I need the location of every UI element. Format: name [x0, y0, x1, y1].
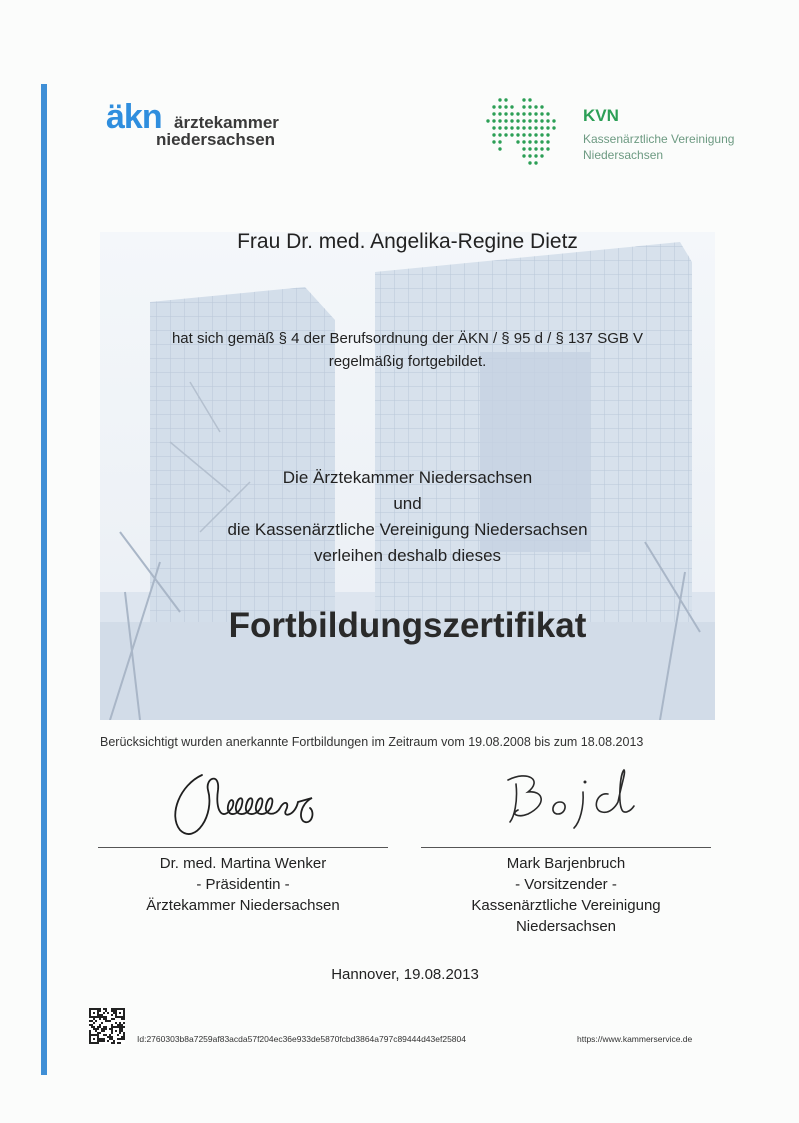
- place-date: Hannover, 19.08.2013: [331, 966, 479, 983]
- aekn-logo-mark: äkn: [106, 98, 162, 136]
- awarding-line1: Die Ärztekammer Niedersachsen: [282, 468, 533, 487]
- kvn-logo-line2: Niedersachsen: [583, 148, 664, 162]
- signatory-left: [98, 853, 388, 916]
- aekn-logo-line2: niedersachsen: [156, 130, 276, 149]
- aekn-logo: [106, 100, 336, 160]
- signature-wenker: [160, 760, 340, 840]
- signatory-left-name: Dr. med. Martina Wenker: [159, 855, 327, 872]
- aekn-logo-line1: ärztekammer: [174, 113, 279, 132]
- signatory-left-org: Ärztekammer Niedersachsen: [146, 897, 340, 914]
- awarding-line3: die Kassenärztliche Vereinigung Niedersachsen: [227, 520, 588, 539]
- kvn-logo-abbr: KVN: [583, 106, 619, 125]
- qr-code: [89, 1008, 125, 1044]
- period-text: Berücksichtigt wurden anerkannte Fortbildungen im Zeitraum vom 19.08.2008 bis zum 18.08.2013: [100, 735, 644, 749]
- document-id: Id:2760303b8a7259af83acda57f204ec36e933de5870fcbd3864a797c89444d43ef25804: [137, 1034, 466, 1044]
- awarding-line4: verleihen deshalb dieses: [313, 546, 502, 565]
- certificate-title: Fortbildungszertifikat: [228, 606, 587, 645]
- signatory-right-role: - Vorsitzender -: [515, 876, 617, 893]
- regulation-line1: hat sich gemäß § 4 der Berufsordnung der ÄKN / § 95 d / § 137 SGB V: [171, 330, 644, 347]
- kvn-logo-line1: Kassenärztliche Vereinigung: [583, 132, 735, 146]
- signatory-left-role: - Präsidentin -: [196, 876, 290, 893]
- kvn-logo-icon: [484, 96, 576, 176]
- signature-barjenbruch: [488, 762, 648, 832]
- signatory-right-org2: Niedersachsen: [515, 918, 617, 935]
- regulation-text: [100, 327, 715, 373]
- regulation-line2: regelmäßig fortgebildet.: [328, 353, 487, 370]
- signatory-right-org1: Kassenärztliche Vereinigung: [471, 897, 661, 914]
- signatory-right-name: Mark Barjenbruch: [506, 855, 626, 872]
- awarding-text: [100, 465, 715, 569]
- awarding-line2: und: [393, 494, 422, 513]
- recipient-name: Frau Dr. med. Angelika-Regine Dietz: [237, 230, 578, 253]
- signature-line-right: [421, 847, 711, 848]
- signature-line-left: [98, 847, 388, 848]
- left-accent-bar: [41, 84, 47, 1075]
- signatory-right: [421, 853, 711, 937]
- footer-url: https://www.kammerservice.de: [577, 1034, 693, 1044]
